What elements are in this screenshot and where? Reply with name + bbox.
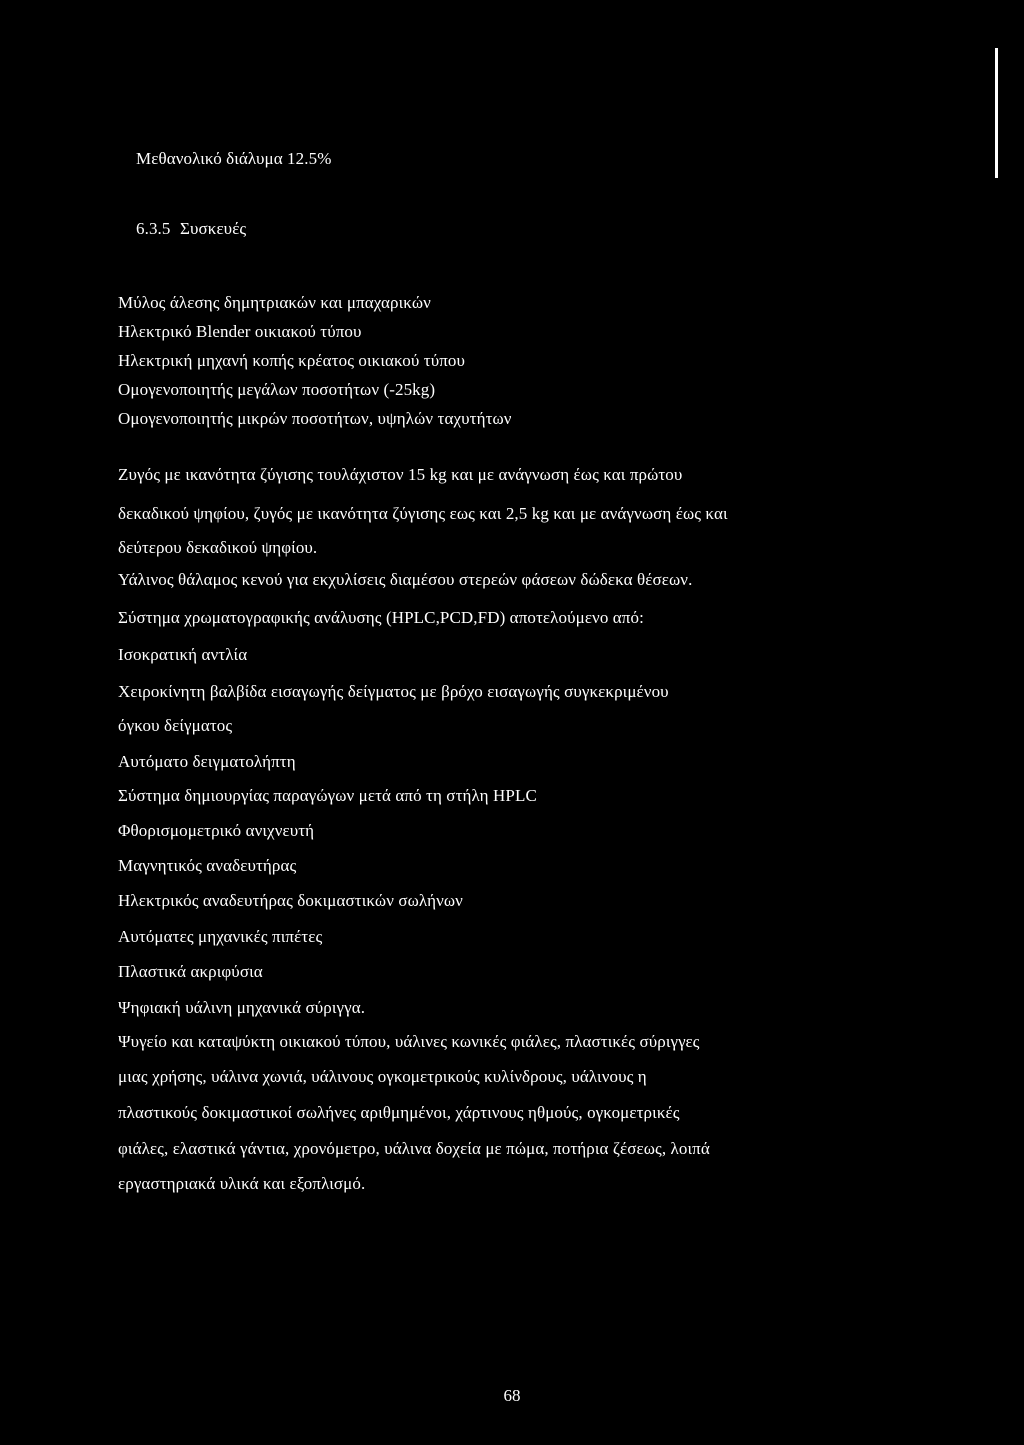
- equipment-line: Αυτόματο δειγματολήπτη: [118, 752, 296, 771]
- scan-edge-line: [995, 48, 998, 178]
- page-number: 68: [503, 1386, 521, 1405]
- equipment-line: όγκου δείγματος: [118, 716, 233, 735]
- intro-line: Μεθανολικό διάλυμα 12.5%: [136, 149, 332, 168]
- section-number: 6.3.5: [136, 219, 171, 238]
- equipment-line: πλαστικούς δοκιμαστικοί σωλήνες αριθμημένοι, χάρτινους ηθμούς, ογκομετρικές: [118, 1103, 680, 1122]
- equipment-line: Φθορισμομετρικό ανιχνευτή: [118, 821, 315, 840]
- equipment-line: Σύστημα χρωματογραφικής ανάλυσης (HPLC,PCD,FD) αποτελούμενο από:: [118, 608, 644, 627]
- section-heading: [136, 219, 246, 239]
- equipment-line: Αυτόματες μηχανικές πιπέτες: [118, 927, 323, 946]
- equipment-line: Ψηφιακή υάλινη μηχανικά σύριγγα.: [118, 998, 366, 1017]
- equipment-line: φιάλες, ελαστικά γάντια, χρονόμετρο, υάλινα δοχεία με πώμα, ποτήρια ζέσεως, λοιπά: [118, 1139, 710, 1158]
- equipment-line: Ηλεκτρικό Blender οικιακού τύπου: [118, 322, 362, 341]
- equipment-line: Ομογενοποιητής μικρών ποσοτήτων, υψηλών ταχυτήτων: [118, 409, 512, 428]
- equipment-line: Ομογενοποιητής μεγάλων ποσοτήτων (-25kg): [118, 380, 436, 399]
- equipment-line: Μαγνητικός αναδευτήρας: [118, 856, 297, 875]
- equipment-line: εργαστηριακά υλικά και εξοπλισμό.: [118, 1174, 366, 1193]
- equipment-line: Ηλεκτρικός αναδευτήρας δοκιμαστικών σωλήνων: [118, 891, 463, 910]
- equipment-line: Ζυγός με ικανότητα ζύγισης τουλάχιστον 15 kg και με ανάγνωση έως και πρώτου: [118, 465, 683, 484]
- equipment-line: δεκαδικού ψηφίου, ζυγός με ικανότητα ζύγισης εως και 2,5 kg και με ανάγνωση έως και: [118, 504, 728, 523]
- equipment-line: Χειροκίνητη βαλβίδα εισαγωγής δείγματος με βρόχο εισαγωγής συγκεκριμένου: [118, 682, 669, 701]
- equipment-line: Μύλος άλεσης δημητριακών και μπαχαρικών: [118, 293, 431, 312]
- equipment-line: Ηλεκτρική μηχανή κοπής κρέατος οικιακού τύπου: [118, 351, 466, 370]
- equipment-line: Ισοκρατική αντλία: [118, 645, 248, 664]
- equipment-line: Ψυγείο και καταψύκτη οικιακού τύπου, υάλινες κωνικές φιάλες, πλαστικές σύριγγες: [118, 1032, 700, 1051]
- equipment-line: δεύτερου δεκαδικού ψηφίου.: [118, 538, 318, 557]
- equipment-line: Υάλινος θάλαμος κενού για εκχυλίσεις διαμέσου στερεών φάσεων δώδεκα θέσεων.: [118, 570, 693, 589]
- equipment-line: Πλαστικά ακριφύσια: [118, 962, 263, 981]
- equipment-line: Σύστημα δημιουργίας παραγώγων μετά από τη στήλη HPLC: [118, 786, 537, 805]
- section-title: Συσκευές: [180, 219, 247, 238]
- equipment-line: μιας χρήσης, υάλινα χωνιά, υάλινους ογκομετρικούς κυλίνδρους, υάλινους η: [118, 1067, 647, 1086]
